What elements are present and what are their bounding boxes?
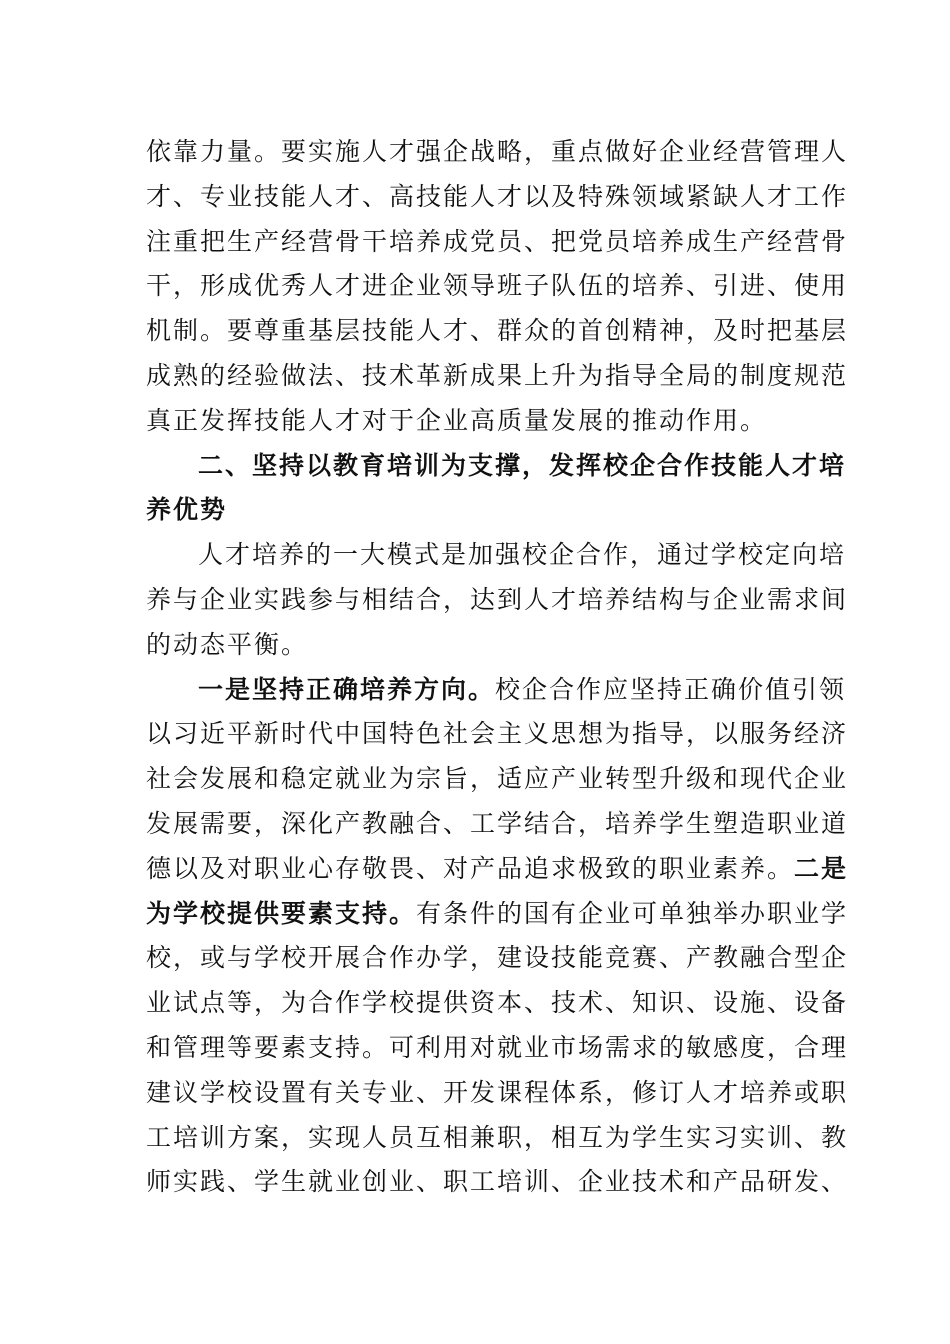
text-line: 依靠力量。要实施人才强企战略，重点做好企业经营管理人 (146, 137, 849, 166)
intro-line: 的动态平衡。 (146, 629, 309, 659)
text-line: 机制。要尊重基层技能人才、群众的首创精神，及时把基层 (146, 316, 849, 346)
intro-line: 养与企业实践参与相结合，达到人才培养结构与企业需求间 (146, 584, 849, 614)
text-line: 师实践、学生就业创业、职工培训、企业技术和产品研发、 (146, 1167, 849, 1197)
text-line: 校，或与学校开展合作办学，建设技能竞赛、产教融合型企 (146, 943, 849, 973)
text-line: 和管理等要素支持。可利用对就业市场需求的敏感度，合理 (146, 1032, 849, 1062)
text-line: 干，形成优秀人才进企业领导班子队伍的培养、引进、使用 (146, 271, 849, 301)
text-line: 真正发挥技能人才对于企业高质量发展的推动作用。 (146, 405, 768, 435)
text-line: 社会发展和稳定就业为宗旨，适应产业转型升级和现代企业 (146, 764, 849, 794)
text-line: 注重把生产经营骨干培养成党员、把党员培养成生产经营骨 (146, 226, 849, 256)
text-line: 以习近平新时代中国特色社会主义思想为指导，以服务经济 (146, 719, 849, 749)
text-line: 工培训方案，实现人员互相兼职，相互为学生实习实训、教 (146, 1122, 849, 1152)
point-two-text: 有条件的国有企业可单独举办职业学 (416, 898, 849, 928)
intro-line: 人才培养的一大模式是加强校企合作，通过学校定向培 (198, 540, 847, 570)
point-one-text: 校企合作应坚持正确价值引领 (495, 674, 847, 704)
point-one-last-line (146, 847, 849, 892)
text-line: 成熟的经验做法、技术革新成果上升为指导全局的制度规范 (146, 360, 849, 390)
point-one-text-end: 德以及对职业心存敬畏、对产品追求极致的职业素养。 (146, 853, 795, 883)
point-one-title: 一是坚持正确培养方向。 (198, 674, 496, 704)
point-two-title: 为学校提供要素支持。 (146, 898, 417, 928)
point-two-label: 二是 (794, 853, 849, 883)
section-heading-continued: 养优势 (146, 495, 228, 525)
point-two-first-line (146, 892, 849, 937)
text-line: 业试点等，为合作学校提供资本、技术、知识、设施、设备 (146, 988, 849, 1018)
text-line: 才、专业技能人才、高技能人才以及特殊领域紧缺人才工作 (146, 181, 849, 211)
text-line: 建议学校设置有关专业、开发课程体系，修订人才培养或职 (146, 1077, 849, 1107)
point-one-first-line (146, 668, 847, 713)
text-line: 发展需要，深化产教融合、工学结合，培养学生塑造职业道 (146, 808, 849, 838)
section-heading: 二、坚持以教育培训为支撑，发挥校企合作技能人才培 (198, 450, 847, 480)
document-page (146, 130, 849, 1205)
